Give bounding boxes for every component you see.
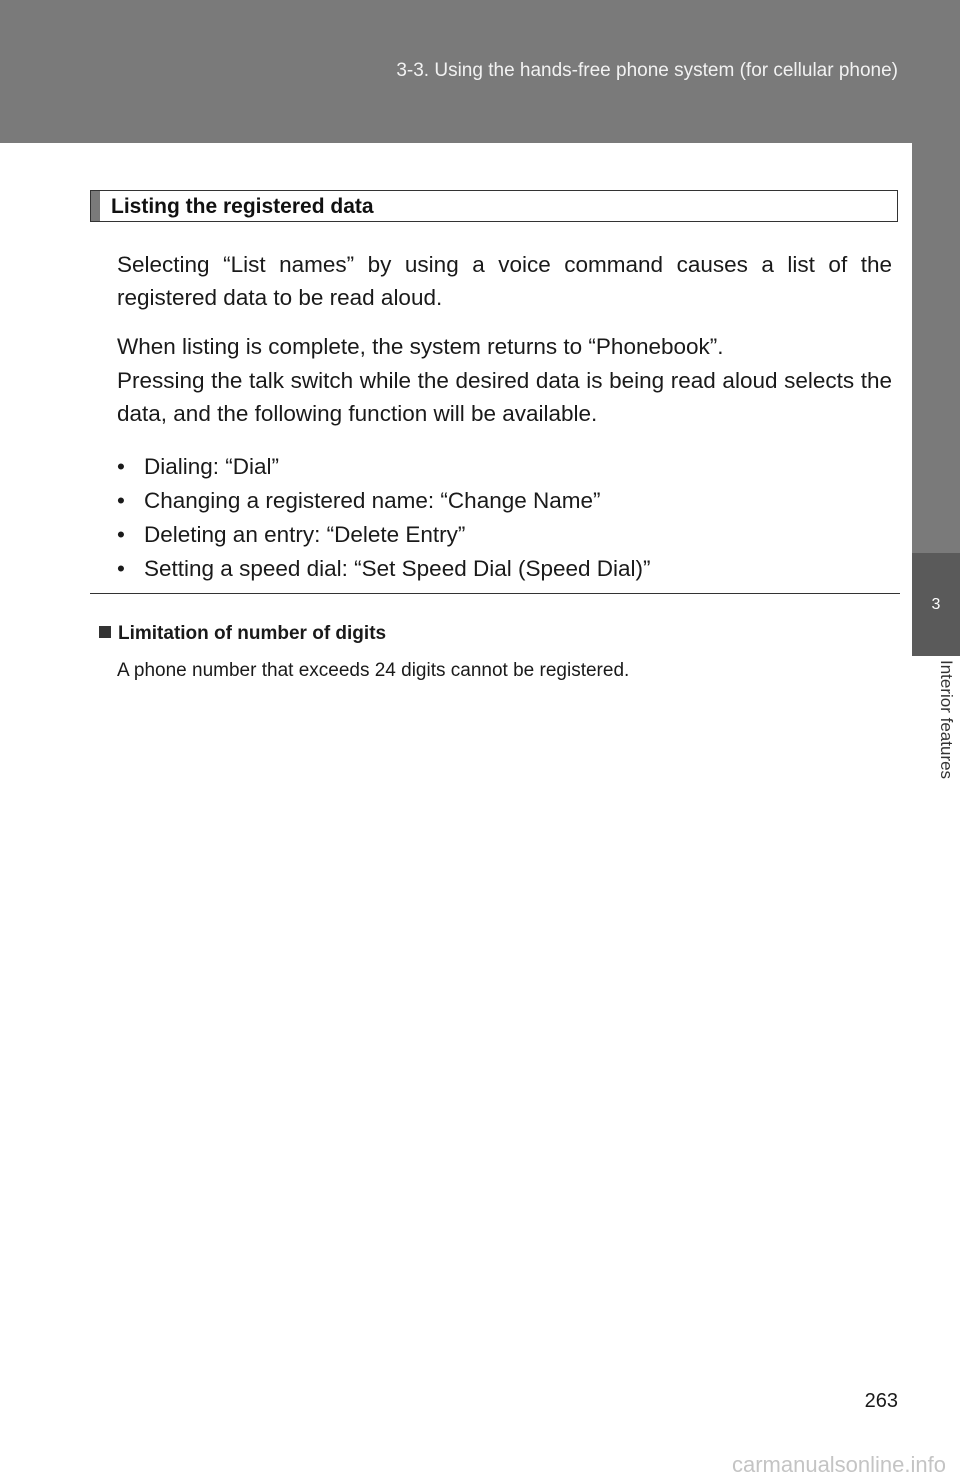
function-list [117,450,892,586]
list-item-text: Changing a registered name: “Change Name” [144,488,601,513]
list-item [117,518,892,552]
square-bullet-icon [99,626,111,638]
watermark: carmanualsonline.info [731,1452,946,1477]
list-item-text: Deleting an entry: “Delete Entry” [144,522,466,547]
paragraph-talk-switch: Pressing the talk switch while the desired data is being read aloud selects the data, and the following function will be available. [117,368,892,426]
page-number: 263 [864,1390,898,1412]
side-tab-top [912,143,960,553]
section-heading-box [90,190,898,222]
paragraph-listing-complete: When listing is complete, the system returns to “Phonebook”. [117,334,724,359]
list-item-text: Dialing: “Dial” [144,454,280,479]
bullet-icon: • [117,488,125,513]
note-heading-text: Limitation of number of digits [118,623,387,644]
list-item-text: Setting a speed dial: “Set Speed Dial (Speed Dial)” [144,556,651,581]
note-heading [99,623,386,645]
section-divider [90,593,900,594]
section-heading-bar [91,191,100,221]
header-band [0,0,960,143]
section-heading: Listing the registered data [111,195,374,218]
list-item [117,450,892,484]
list-item [117,552,892,586]
bullet-icon: • [117,522,125,547]
header-title: 3-3. Using the hands-free phone system (for cellular phone) [396,60,898,81]
bullet-icon: • [117,454,125,479]
note-text: A phone number that exceeds 24 digits cannot be registered. [117,660,630,681]
chapter-tab[interactable]: 3 [912,553,960,656]
bullet-icon: • [117,556,125,581]
chapter-label: Interior features [937,660,956,780]
list-item [117,484,892,518]
paragraph-list-names: Selecting “List names” by using a voice command causes a list of the registered data to be read aloud. [117,252,892,310]
